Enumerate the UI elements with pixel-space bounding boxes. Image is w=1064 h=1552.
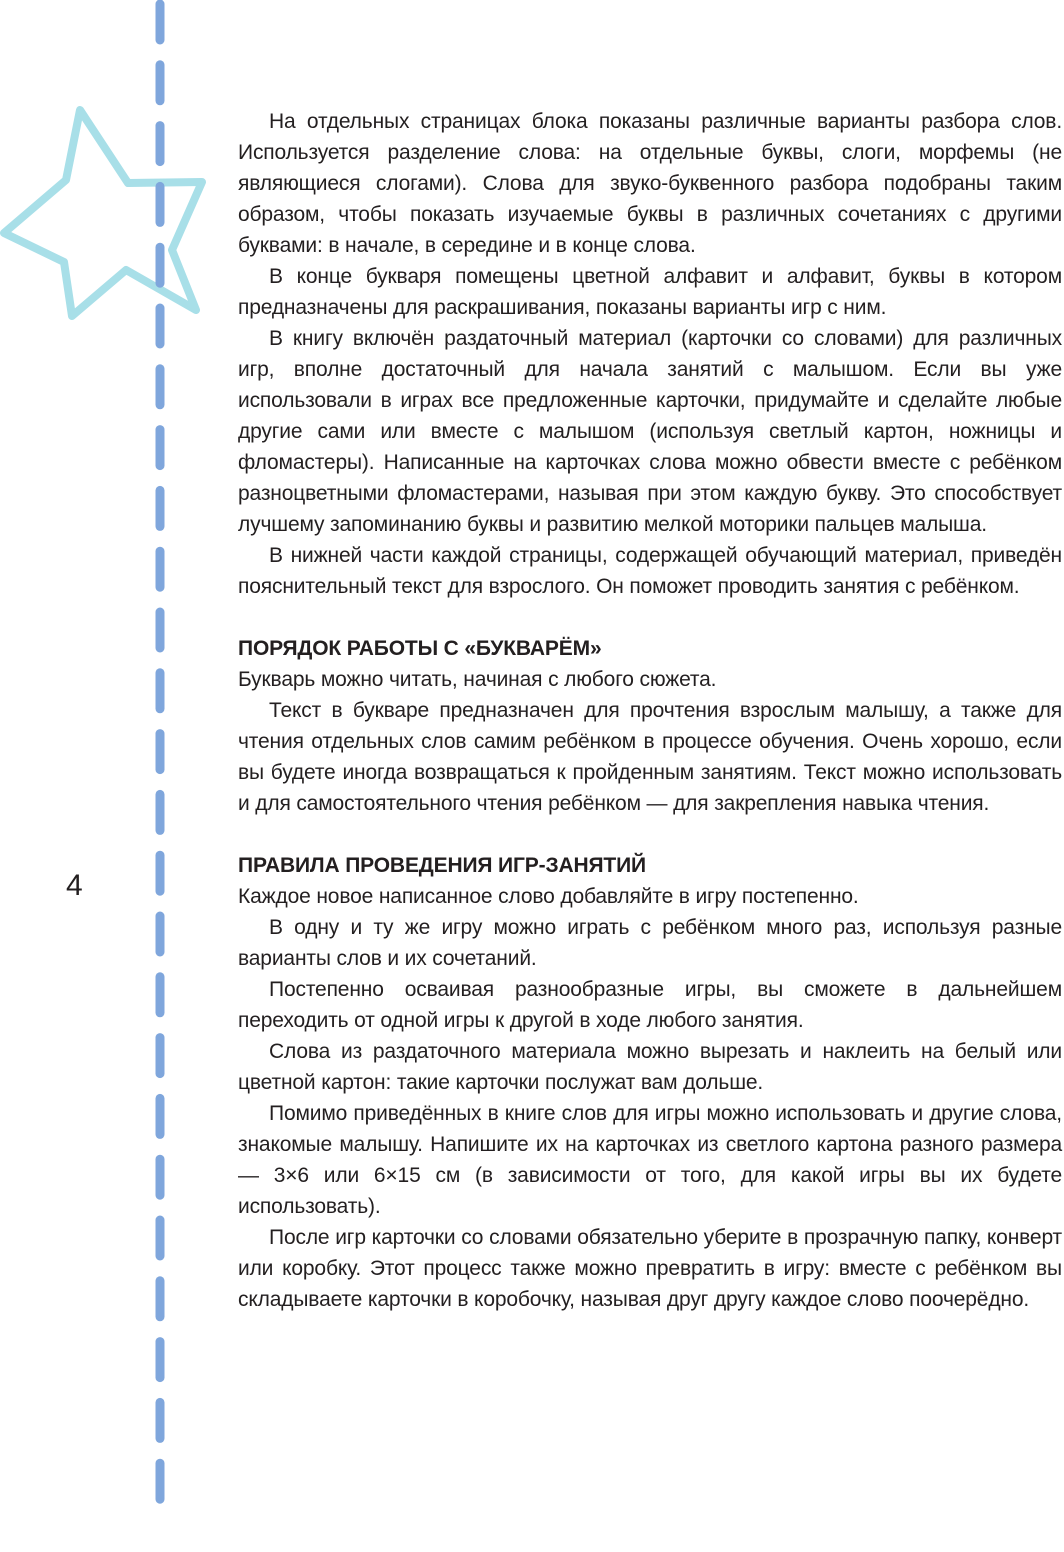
work-order-paragraph-1: Текст в букваре предназначен для прочтения взрослым малышу, а также для чтения отдельных слов самим ребёнком в процессе обучения. Очень хорошо, если вы будете иногда возвращаться к пройденным занятиям. Текст можно использовать и для самостоятельного чтения ребёнком — для закрепления навыка чтения. — [238, 699, 1062, 815]
page-number: 4 — [66, 869, 83, 902]
game-rules-section — [238, 850, 1062, 1315]
work-order-lead: Букварь можно читать, начиная с любого сюжета. — [238, 668, 717, 691]
game-rules-paragraph-2: Постепенно осваивая разнообразные игры, вы сможете в дальнейшем переходить от одной игры к другой в ходе любого занятия. — [238, 978, 1062, 1032]
page-body — [238, 106, 1062, 1315]
game-rules-paragraph-5: После игр карточки со словами обязательно уберите в прозрачную папку, конверт или коробку. Этот процесс также можно превратить в игру: вместе с ребёнком вы складываете карточки в коробочку, называя друг другу каждое слово поочерёдно. — [238, 1226, 1062, 1311]
intro-section — [238, 106, 1062, 602]
game-rules-lead: Каждое новое написанное слово добавляйте в игру постепенно. — [238, 885, 859, 908]
section-heading-work-order: ПОРЯДОК РАБОТЫ С «БУКВАРЁМ» — [238, 637, 602, 660]
section-heading-game-rules: ПРАВИЛА ПРОВЕДЕНИЯ ИГР-ЗАНЯТИЙ — [238, 854, 646, 877]
intro-paragraph-3: В книгу включён раздаточный материал (карточки со словами) для различных игр, вполне достаточный для начала занятий с малышом. Если вы уже использовали в играх все предложенные карточки, придумайте и сделайте любые другие сами или вместе с малышом (используя светлый картон, ножницы и фломастеры). Написанные на карточках слова можно обвести вместе с ребёнком разноцветными фломастерами, называя при этом каждую букву. Это способствует лучшему запоминанию буквы и развитию мелкой моторики пальцев малыша. — [238, 327, 1062, 536]
intro-paragraph-2: В конце букваря помещены цветной алфавит и алфавит, буквы в котором предназначены для раскрашивания, показаны варианты игр с ним. — [238, 265, 1062, 319]
game-rules-paragraph-3: Слова из раздаточного материала можно вырезать и наклеить на белый или цветной картон: такие карточки послужат вам дольше. — [238, 1040, 1062, 1094]
game-rules-paragraph-1: В одну и ту же игру можно играть с ребёнком много раз, используя разные варианты слов и их сочетаний. — [238, 916, 1062, 970]
star-outline-icon — [4, 110, 202, 316]
intro-paragraph-4: В нижней части каждой страницы, содержащей обучающий материал, приведён пояснительный текст для взрослого. Он поможет проводить занятия с ребёнком. — [238, 544, 1062, 598]
game-rules-paragraph-4: Помимо приведённых в книге слов для игры можно использовать и другие слова, знакомые малышу. Напишите их на карточках из светлого картона разного размера — 3×6 или 6×15 см (в зависимости от того, для какой игры вы их будете использовать). — [238, 1102, 1062, 1218]
work-order-section — [238, 633, 1062, 819]
intro-paragraph-1: На отдельных страницах блока показаны различные варианты разбора слов. Используется разделение слова: на отдельные буквы, слоги, морфемы (не являющиеся слогами). Слова для звуко-буквенного разбора подобраны таким образом, чтобы показать изучаемые буквы в различных сочетаниях с другими буквами: в начале, в середине и в конце слова. — [238, 110, 1062, 257]
